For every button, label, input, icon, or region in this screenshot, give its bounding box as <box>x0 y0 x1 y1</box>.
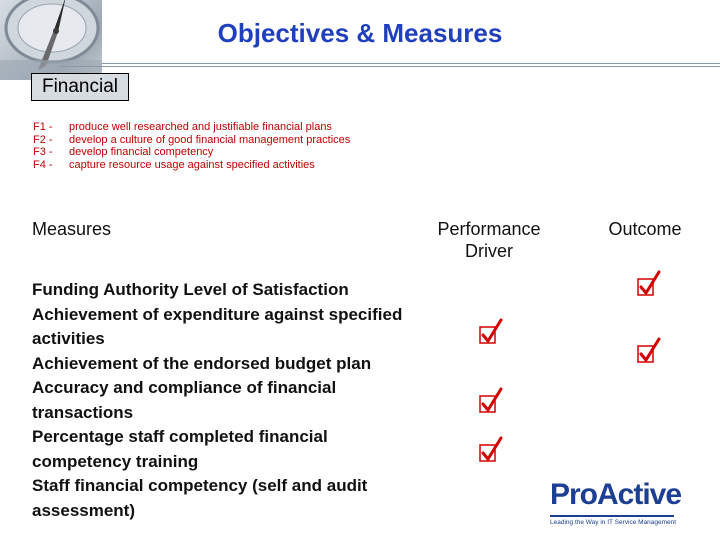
objective-code: F1 - <box>33 121 53 133</box>
measure-line: Achievement of expenditure against specified <box>32 304 403 324</box>
measure-line: activities <box>32 329 105 348</box>
objective-text: develop a culture of good financial management practices <box>69 133 351 146</box>
logo-underline <box>550 515 674 517</box>
title-divider-lower <box>60 66 720 67</box>
checkmark-icon <box>637 270 661 298</box>
measure-line: Staff financial competency (self and audit <box>32 476 368 495</box>
objective-row <box>33 159 350 172</box>
objective-code: F3 - <box>33 146 53 158</box>
objective-row <box>33 134 350 147</box>
outcome-column-heading: Outcome <box>608 219 682 239</box>
objective-text: develop financial competency <box>69 146 214 158</box>
logo-wordmark: ProActive <box>550 478 682 511</box>
measure-line: Accuracy and compliance of financial <box>32 378 337 397</box>
checkmark-icon <box>479 318 503 346</box>
performance-driver-heading-line2: Driver <box>465 241 513 261</box>
performance-driver-heading-line1: Performance <box>437 219 541 239</box>
measure-line: assessment) <box>32 500 136 520</box>
objectives-list <box>33 121 350 171</box>
section-label: Financial <box>31 73 129 101</box>
measure-line: competency training <box>32 451 199 471</box>
checkmark-icon <box>479 387 503 415</box>
objective-row <box>33 146 350 159</box>
objective-code: F2 - <box>33 133 53 146</box>
checkmark-icon <box>479 436 503 464</box>
performance-driver-column-heading <box>420 218 558 262</box>
measure-line: Achievement of the endorsed budget plan <box>32 353 372 373</box>
measure-line: Funding Authority Level of Satisfaction <box>32 280 349 299</box>
proactive-logo <box>548 478 682 530</box>
measure-line: transactions <box>32 402 134 422</box>
checkmark-icon <box>637 337 661 365</box>
objective-row <box>33 121 350 134</box>
measures-column-heading: Measures <box>32 219 112 239</box>
title-divider <box>102 63 720 64</box>
objective-text: capture resource usage against specified activities <box>69 158 315 171</box>
measure-line: Percentage staff completed financial <box>32 427 328 446</box>
logo-tagline: Leading the Way in IT Service Management <box>550 519 677 526</box>
objective-code: F4 - <box>33 158 53 171</box>
objective-text: produce well researched and justifiable financial plans <box>69 121 332 133</box>
measures-list <box>32 278 432 523</box>
page-title: Objectives & Measures <box>217 18 503 48</box>
